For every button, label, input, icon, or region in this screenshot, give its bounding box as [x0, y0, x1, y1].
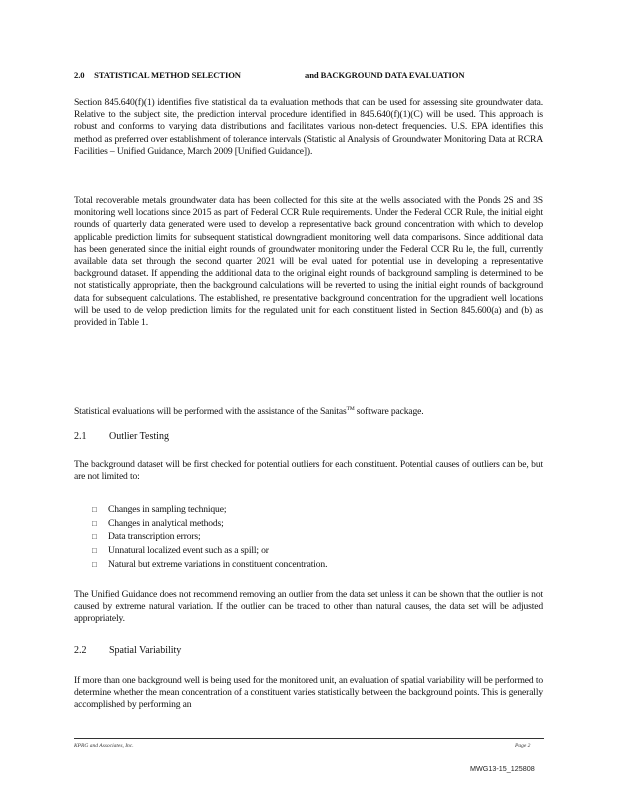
checkbox-bullet-icon: □	[92, 546, 97, 556]
sanitas-text-end: software package.	[354, 406, 424, 417]
sanitas-text: Statistical evaluations will be performed with the assistance of the Sanitas	[74, 406, 347, 417]
subsection-number: 2.2	[74, 645, 87, 656]
paragraph-unified-guidance: The Unified Guidance does not recommend removing an outlier from the data set unless it can be shown that the outlier is not caused by extreme natural variation. If the outlier can be traced to other than natural causes, the data set will be adjusted appropriately.	[74, 589, 543, 625]
checkbox-bullet-icon: □	[92, 532, 97, 542]
subsection-number: 2.1	[74, 431, 87, 442]
paragraph-spatial-variability: If more than one background well is being used for the monitored unit, an evaluation of spatial variability will be performed to determine whether the mean concentration of a constituent varies statistically between the background points. This is generally accomplished by performing an	[74, 675, 543, 711]
subsection-title: Outlier Testing	[109, 431, 169, 442]
footer-page-number: Page 2	[515, 743, 531, 749]
section-number: 2.0	[74, 70, 85, 80]
section-title-right: and BACKGROUND DATA EVALUATION	[305, 70, 465, 80]
list-item: □ Data transcription errors;	[92, 531, 201, 543]
outlier-causes-list	[92, 503, 327, 572]
subsection-outlier-testing	[74, 431, 169, 442]
footer-divider	[74, 738, 544, 739]
paragraph-outlier-check: The background dataset will be first checked for potential outliers for each constituent. Potential causes of outliers can be, but are not limited to:	[74, 459, 543, 483]
trademark-symbol: TM	[346, 406, 355, 412]
paragraph-background-data: Total recoverable metals groundwater data has been collected for this site at the wells associated with the Ponds 2S and 3S monitoring well locations since 2015 as part of Federal CCR Rule requirements. Under the Federal CCR Rule, the initial eight rounds of quarterly data generated were used to develop a representative back ground concentration with which to develop applicable prediction limits for subsequent statistical downgradient monitoring well data comparisons. Since additional data has been generated since the initial eight rounds of groundwater monitoring under the Federal CCR Ru le, the full, currently available data set through the second quarter 2021 will be eval uated for potential use in developing a representative background dataset. If appending the additional data to the original eight rounds of background sampling is determined to be not statistically appropriate, then the background calculations will be reverted to using the initial eight rounds of background data for subsequent calculations. The established, re presentative background concentration for the upgradient well locations will be used to de velop prediction limits for the regulated unit for each constituent listed in Section 845.600(a) and (b) as provided in Table 1.	[74, 195, 543, 329]
checkbox-bullet-icon: □	[92, 559, 97, 569]
footer-company: KPRG and Associates, Inc.	[74, 743, 134, 749]
list-item: □ Unnatural localized event such as a spill; or	[92, 545, 269, 557]
paragraph-sanitas	[74, 403, 543, 418]
list-item: □ Changes in analytical methods;	[92, 517, 224, 529]
section-title-left: STATISTICAL METHOD SELECTION	[94, 70, 241, 80]
list-item: □ Changes in sampling technique;	[92, 504, 227, 515]
section-heading	[74, 70, 544, 80]
subsection-spatial-variability	[74, 645, 181, 656]
document-id: MWG13-15_125808	[470, 764, 535, 773]
checkbox-bullet-icon: □	[92, 505, 97, 514]
list-item: □ Natural but extreme variations in constituent concentration.	[92, 558, 328, 570]
paragraph-method-selection: Section 845.640(f)(1) identifies five statistical da ta evaluation methods that can be used for assessing site groundwater data. Relative to the subject site, the prediction interval procedure identified in 845.640(f)(1)(C) will be used. This approach is robust and conforms to varying data distributions and facilitates various non-detect frequencies. U.S. EPA identifies this method as preferred over establishment of tolerance intervals (Statistic al Analysis of Groundwater Monitoring Data at RCRA Facilities – Unified Guidance, March 2009 [Unified Guidance]).	[74, 97, 543, 157]
checkbox-bullet-icon: □	[92, 518, 97, 528]
subsection-title: Spatial Variability	[109, 645, 182, 656]
